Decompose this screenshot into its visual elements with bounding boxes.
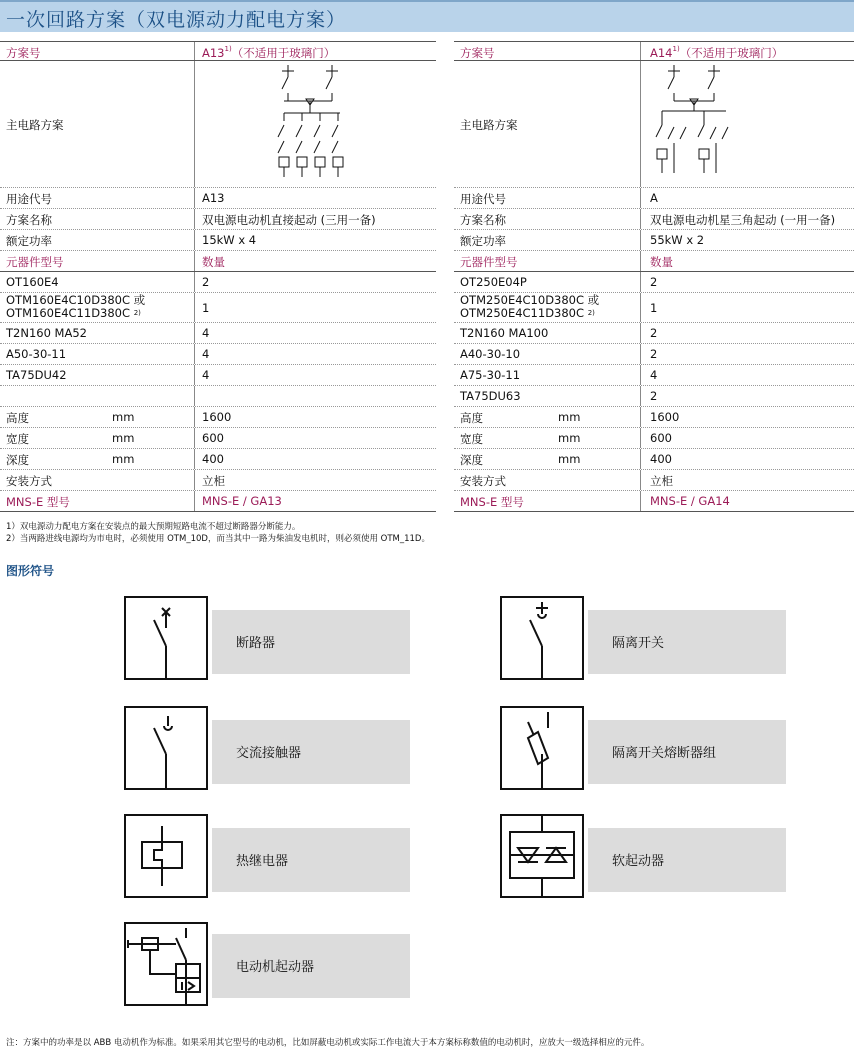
left-component-row: OTM160E4C10D380C 或 OTM160E4C11D380C $^{2)}$ 1 [0,293,436,323]
right-component-row: A75-30-11 4 [454,365,854,386]
left-depth-row: 深度 mm 400 [0,449,436,470]
isolator-symbol-icon [500,596,584,680]
thermal-relay-label: 热继电器 [212,828,410,892]
breaker-label: 断路器 [212,610,410,674]
right-main-circuit-row: 主电路方案 [454,61,854,188]
right-model-row: MNS-E 型号 MNS-E / GA14 [454,491,854,512]
right-usage-row: 用途代号 A [454,188,854,209]
left-component-row: A50-30-11 4 [0,344,436,365]
left-circuit-diagram [274,65,374,185]
right-components-header-row: 元器件型号 数量 [454,251,854,272]
footnote-1: 1）双电源动力配电方案在安装点的最大预期短路电流不超过断路器分断能力。 [6,522,301,532]
soft-starter-label: 软起动器 [588,828,786,892]
page-title-bar [0,0,854,32]
left-header-row [0,41,436,61]
left-name-row: 方案名称 双电源电动机直接起动 (三用一备) [0,209,436,230]
right-circuit-diagram [654,65,754,185]
bottom-note: 注：方案中的功率是以 ABB 电动机作为标准。如果采用其它型号的电动机，比如屏蔽电动机或实际工作电流大于本方案标称数值的电动机时，应放大一级选择相应的元件。 [6,1038,650,1048]
thermal-relay-symbol-icon [124,814,208,898]
left-components-header-row: 元器件型号 数量 [0,251,436,272]
right-component-row: OTM250E4C10D380C 或 OTM250E4C11D380C $^{2)}$ 1 [454,293,854,323]
soft-starter-symbol-icon [500,814,584,898]
isolator-label: 隔离开关 [588,610,786,674]
right-header-row: 方案号 A14$^{1)}$（不适用于玻璃门） [454,41,854,61]
symbols-section-title: 图形符号 [6,564,55,578]
left-power-row: 额定功率 15kW x 4 [0,230,436,251]
right-name-row: 方案名称 双电源电动机星三角起动 (一用一备) [454,209,854,230]
motor-starter-symbol-icon [124,922,208,1006]
right-install-row: 安装方式 立柜 [454,470,854,491]
left-component-row: OT160E4 2 [0,272,436,293]
right-height-row: 高度 mm 1600 [454,407,854,428]
page-title: 一次回路方案（双电源动力配电方案） [6,9,347,31]
left-component-row: TA75DU42 4 [0,365,436,386]
footnote-2: 2）当两路进线电源均为市电时，必须使用 OTM_10D，而当其中一路为柴油发电机时，则必须使用 OTM_11D。 [6,534,430,544]
right-depth-row: 深度 mm 400 [454,449,854,470]
left-usage-row: 用途代号 A13 [0,188,436,209]
contactor-label: 交流接触器 [212,720,410,784]
right-power-row: 额定功率 55kW x 2 [454,230,854,251]
left-component-row [0,386,436,407]
right-component-row: TA75DU63 2 [454,386,854,407]
right-component-row: A40-30-10 2 [454,344,854,365]
right-component-row: OT250E04P 2 [454,272,854,293]
left-scheme-number: A13$^{1)}$（不适用于玻璃门） [202,45,336,60]
fuse-isolator-label: 隔离开关熔断器组 [588,720,786,784]
left-model-row: MNS-E 型号 MNS-E / GA13 [0,491,436,512]
breaker-symbol-icon [124,596,208,680]
contactor-symbol-icon [124,706,208,790]
motor-starter-label: 电动机起动器 [212,934,410,998]
left-scheme-label: 方案号 [6,46,41,60]
left-width-row: 宽度 mm 600 [0,428,436,449]
right-width-row: 宽度 mm 600 [454,428,854,449]
left-component-row: T2N160 MA52 4 [0,323,436,344]
fuse-isolator-symbol-icon [500,706,584,790]
left-height-row: 高度 mm 1600 [0,407,436,428]
left-main-circuit-label: 主电路方案 [6,118,64,132]
left-install-row: 安装方式 立柜 [0,470,436,491]
left-main-circuit-row [0,61,436,188]
right-component-row: T2N160 MA100 2 [454,323,854,344]
